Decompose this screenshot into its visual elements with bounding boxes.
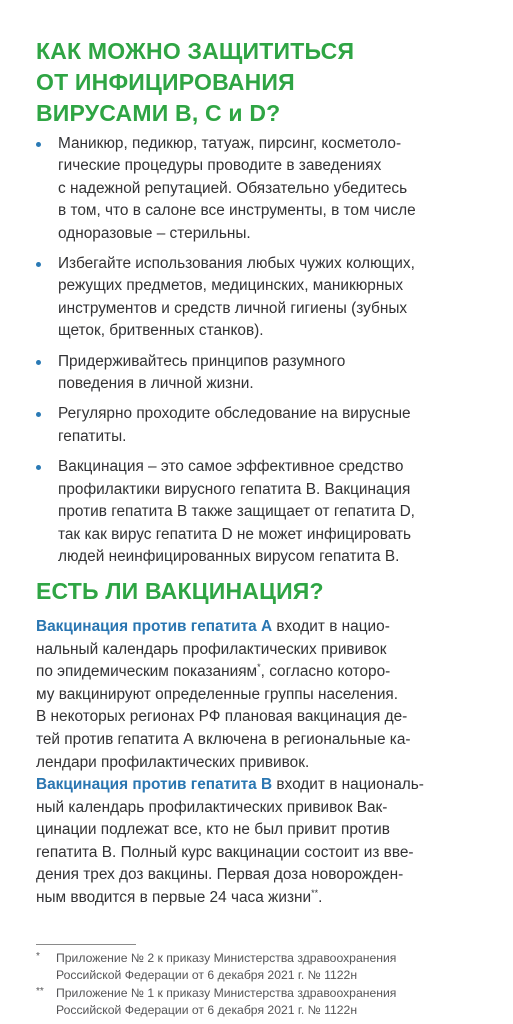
footnote-line: Российской Федерации от 6 декабря 2021 г. № 1122н [56, 967, 358, 982]
heading-line: ЕСТЬ ЛИ ВАКЦИНАЦИЯ? [36, 578, 324, 604]
footnote-line: Приложение № 1 к приказу Министерства здравоохранения [56, 986, 397, 1000]
list-item-line: Придерживайтесь принципов разумного [58, 352, 346, 370]
footnote-text [36, 985, 476, 1018]
paragraph-line: гепатита В. Полный курс вакцинации состоит из вве- [36, 843, 414, 861]
paragraph-line: ный календарь профилактических прививок Вак- [36, 798, 388, 816]
footnote-text [36, 950, 476, 983]
paragraph-line: цинации подлежат все, кто не был привит против [36, 821, 390, 839]
list-item-line: Маникюр, педикюр, татуаж, пирсинг, косметоло- [58, 135, 402, 152]
list-item-line: профилактики вирусного гепатита В. Вакцинация [58, 480, 411, 498]
paragraph-text: входит в нацио- [272, 618, 390, 635]
paragraph-line [36, 887, 471, 910]
footnote-divider [36, 944, 136, 945]
heading-line: ОТ ИНФИЦИРОВАНИЯ [36, 69, 295, 95]
paragraph-line [36, 774, 471, 797]
footnote-ref: ** [311, 887, 319, 898]
paragraph-line: нальный календарь профилактических прививок [36, 640, 387, 658]
footnote-mark: ** [36, 986, 44, 997]
list-item-line: с надежной репутацией. Обязательно убедитесь [58, 179, 408, 197]
bullet-icon [36, 262, 41, 267]
footnote-line: Российской Федерации от 6 декабря 2021 г. № 1122н [56, 1002, 358, 1017]
list-item-line: Регулярно проходите обследование на вирусные [58, 405, 411, 423]
bullet-icon [36, 360, 41, 365]
list-item [36, 403, 476, 448]
list-item-line: так как вирус гепатита D не может инфицировать [58, 525, 412, 543]
list-item-line: режущих предметов, медицинских, маникюрных [58, 277, 404, 295]
footnote-line: Приложение № 2 к приказу Министерства здравоохранения [56, 951, 397, 965]
list-item-line: Вакцинация – это самое эффективное средство [58, 458, 404, 476]
list-item [36, 253, 476, 343]
list-item [36, 456, 476, 568]
paragraph-line: му вакцинируют определенные группы населения. [36, 685, 399, 703]
heading-line: ВИРУСАМИ В, С и D? [36, 100, 281, 126]
list-item-line: людей неинфицированных вирусом гепатита В. [58, 547, 400, 565]
paragraph-hepatitis-b [36, 774, 471, 910]
paragraph-line: В некоторых регионах РФ плановая вакцинация де- [36, 708, 408, 726]
paragraph-line: дения трех доз вакцины. Первая доза новорожден- [36, 866, 404, 884]
list-item [36, 351, 476, 396]
paragraph-line: тей против гепатита А включена в региональные ка- [36, 730, 411, 748]
list-item-line: гепатиты. [58, 427, 127, 445]
list-item-line: против гепатита В также защищает от гепатита D, [58, 503, 415, 521]
paragraph-hepatitis-a [36, 616, 471, 774]
list-item-line: Избегайте использования любых чужих колющих, [58, 255, 415, 273]
paragraph-lead: Вакцинация против гепатита А [36, 618, 273, 635]
footnote-mark: * [36, 951, 40, 962]
paragraph-text: ным вводится в первые 24 часа жизни [36, 888, 312, 906]
list-item-line: щеток, бритвенных станков). [58, 322, 264, 340]
list-item-line: поведения в личной жизни. [58, 375, 254, 393]
list-item-line: инструментов и средств личной гигиены (зубных [58, 299, 408, 317]
paragraph-line [36, 616, 471, 639]
list-item-line: в том, что в салоне все инструменты, в том числе [58, 202, 416, 220]
paragraph-text: входит в националь- [272, 776, 424, 793]
bullet-icon [36, 412, 41, 417]
footnote-2 [36, 985, 476, 1018]
paragraph-text: . [318, 888, 323, 906]
paragraph-line [36, 661, 471, 684]
bullet-icon [36, 465, 41, 470]
paragraph-line: лендари профилактических прививок. [36, 753, 310, 771]
section-heading-vaccination [36, 576, 496, 607]
footnote-ref: * [257, 662, 261, 673]
paragraph-text: по эпидемическим показаниям [36, 663, 258, 681]
list-item-line: одноразовые – стерильны. [58, 224, 251, 242]
list-item [36, 133, 476, 245]
paragraph-text: , согласно которо- [260, 663, 391, 681]
section-heading-protection [36, 36, 496, 129]
bullet-icon [36, 142, 41, 147]
paragraph-lead: Вакцинация против гепатита В [36, 776, 273, 793]
footnote-1 [36, 950, 476, 983]
heading-line: КАК МОЖНО ЗАЩИТИТЬСЯ [36, 38, 355, 64]
protection-bullet-list [36, 133, 476, 576]
list-item-line: гические процедуры проводите в заведениях [58, 157, 382, 175]
